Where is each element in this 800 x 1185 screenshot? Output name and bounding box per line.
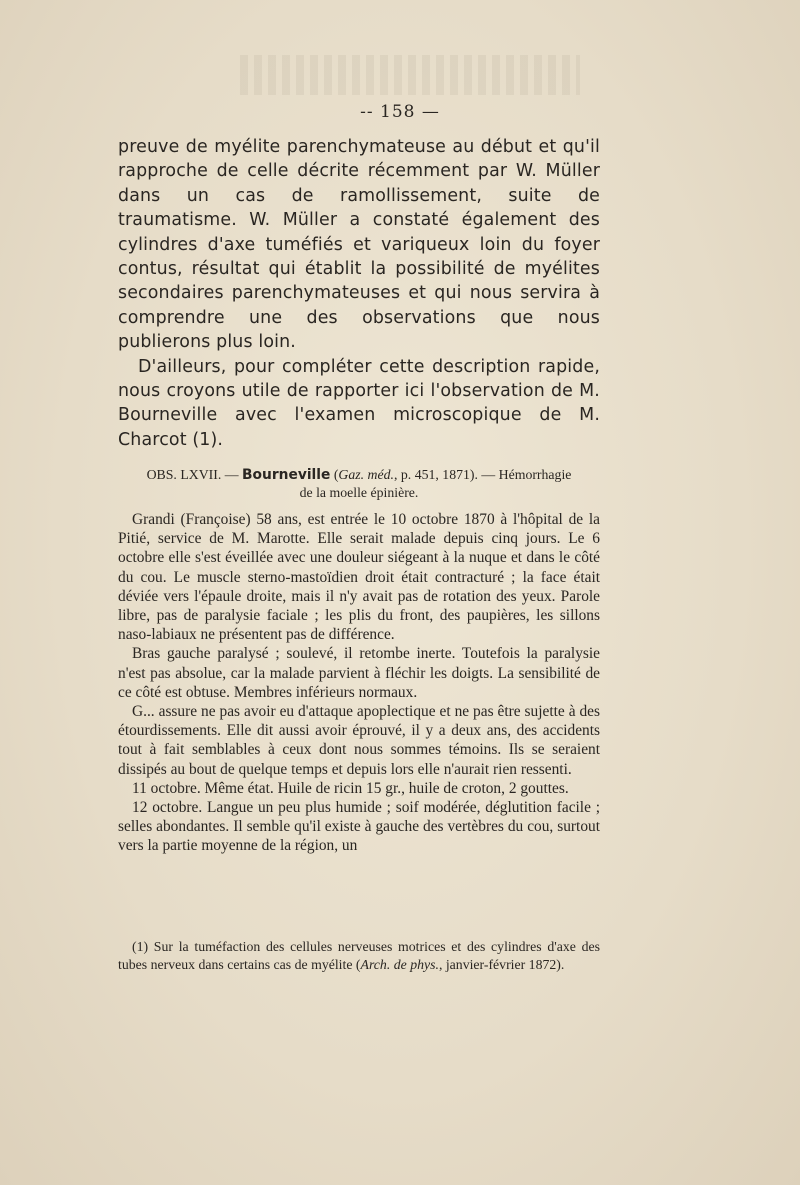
observation-heading xyxy=(118,466,600,502)
observation-journal: Gaz. méd. xyxy=(338,467,394,482)
main-text xyxy=(118,135,600,452)
observation-source-rest: , p. 451, 1871). — Hémorrhagie xyxy=(394,467,572,482)
paragraph: preuve de myélite parenchymateuse au début et qu'il rapproche de celle décrite récemment par W. Müller dans un cas de ramollissement, suite de traumatisme. W. Müller a constaté également des cylindres d'axe tuméfiés et variqueux loin du foyer contus, résultat qui établit la possibilité de myélites secondaires parenchymateuses et qui nous servira à comprendre une des observations que nous publierons plus loin. xyxy=(118,137,600,353)
observation-author: Bourneville xyxy=(242,467,331,483)
footnote-journal: Arch. de phys. xyxy=(360,956,439,972)
page-number: -- 158 — xyxy=(360,102,440,122)
observation-heading-line2: de la moelle épinière. xyxy=(299,485,419,500)
case-paragraph: G... assure ne pas avoir eu d'attaque apoplectique et ne pas être sujette à des étourdissements. Elle dit aussi avoir éprouvé, il y a deux ans, des accidents tout à fait semblables à ceux dont nous sommes témoins. Ils se seraient dissipés au bout de quelque temps et depuis lors elle n'aurait rien ressenti. xyxy=(118,703,600,778)
observation-heading-line1 xyxy=(118,466,600,484)
paragraph: D'ailleurs, pour compléter cette description rapide, nous croyons utile de rapporter ici l'observation de M. Bourneville avec l'examen microscopique de M. Charcot (1). xyxy=(118,356,600,450)
footnote-text xyxy=(118,938,600,973)
observation-source-open: ( xyxy=(330,467,339,482)
footnote xyxy=(118,938,600,973)
case-text xyxy=(118,510,600,856)
footnote-text-after: , janvier-février 1872). xyxy=(438,956,565,972)
bleed-through-text xyxy=(240,55,580,95)
case-paragraph: 12 octobre. Langue un peu plus humide ; soif modérée, déglutition facile ; selles abondantes. Il semble qu'il existe à gauche des vertèbres du cou, surtout vers la partie moyenne de la région, un xyxy=(118,799,600,855)
case-paragraph: 11 octobre. Même état. Huile de ricin 15 gr., huile de croton, 2 gouttes. xyxy=(132,779,569,797)
case-paragraph: Bras gauche paralysé ; soulevé, il retombe inerte. Toutefois la paralysie n'est pas absolue, car la malade parvient à fléchir les doigts. La sensibilité de ce côté est obtuse. Membres inférieurs normaux. xyxy=(118,645,600,701)
case-paragraph: Grandi (Françoise) 58 ans, est entrée le 10 octobre 1870 à l'hôpital de la Pitié, service de M. Marotte. Elle serait malade depuis cinq jours. Le 6 octobre elle s'est éveillée avec une douleur siégeant à la nuque et dans le côté du cou. Le muscle sterno-mastoïdien droit était contracturé ; la face était déviée vers l'épaule droite, mais il n'y avait pas de rotation des yeux. Parole libre, pas de paralysie faciale ; les plis du front, des paupières, les sillons naso-labiaux ne présentent pas de différence. xyxy=(118,511,600,644)
footnote-text-before: (1) Sur la tuméfaction des cellules nerveuses motrices et des cylindres d'axe des tubes nerveux dans certains cas de myélite ( xyxy=(118,939,600,972)
observation-prefix: OBS. LXVII. — xyxy=(146,467,239,482)
